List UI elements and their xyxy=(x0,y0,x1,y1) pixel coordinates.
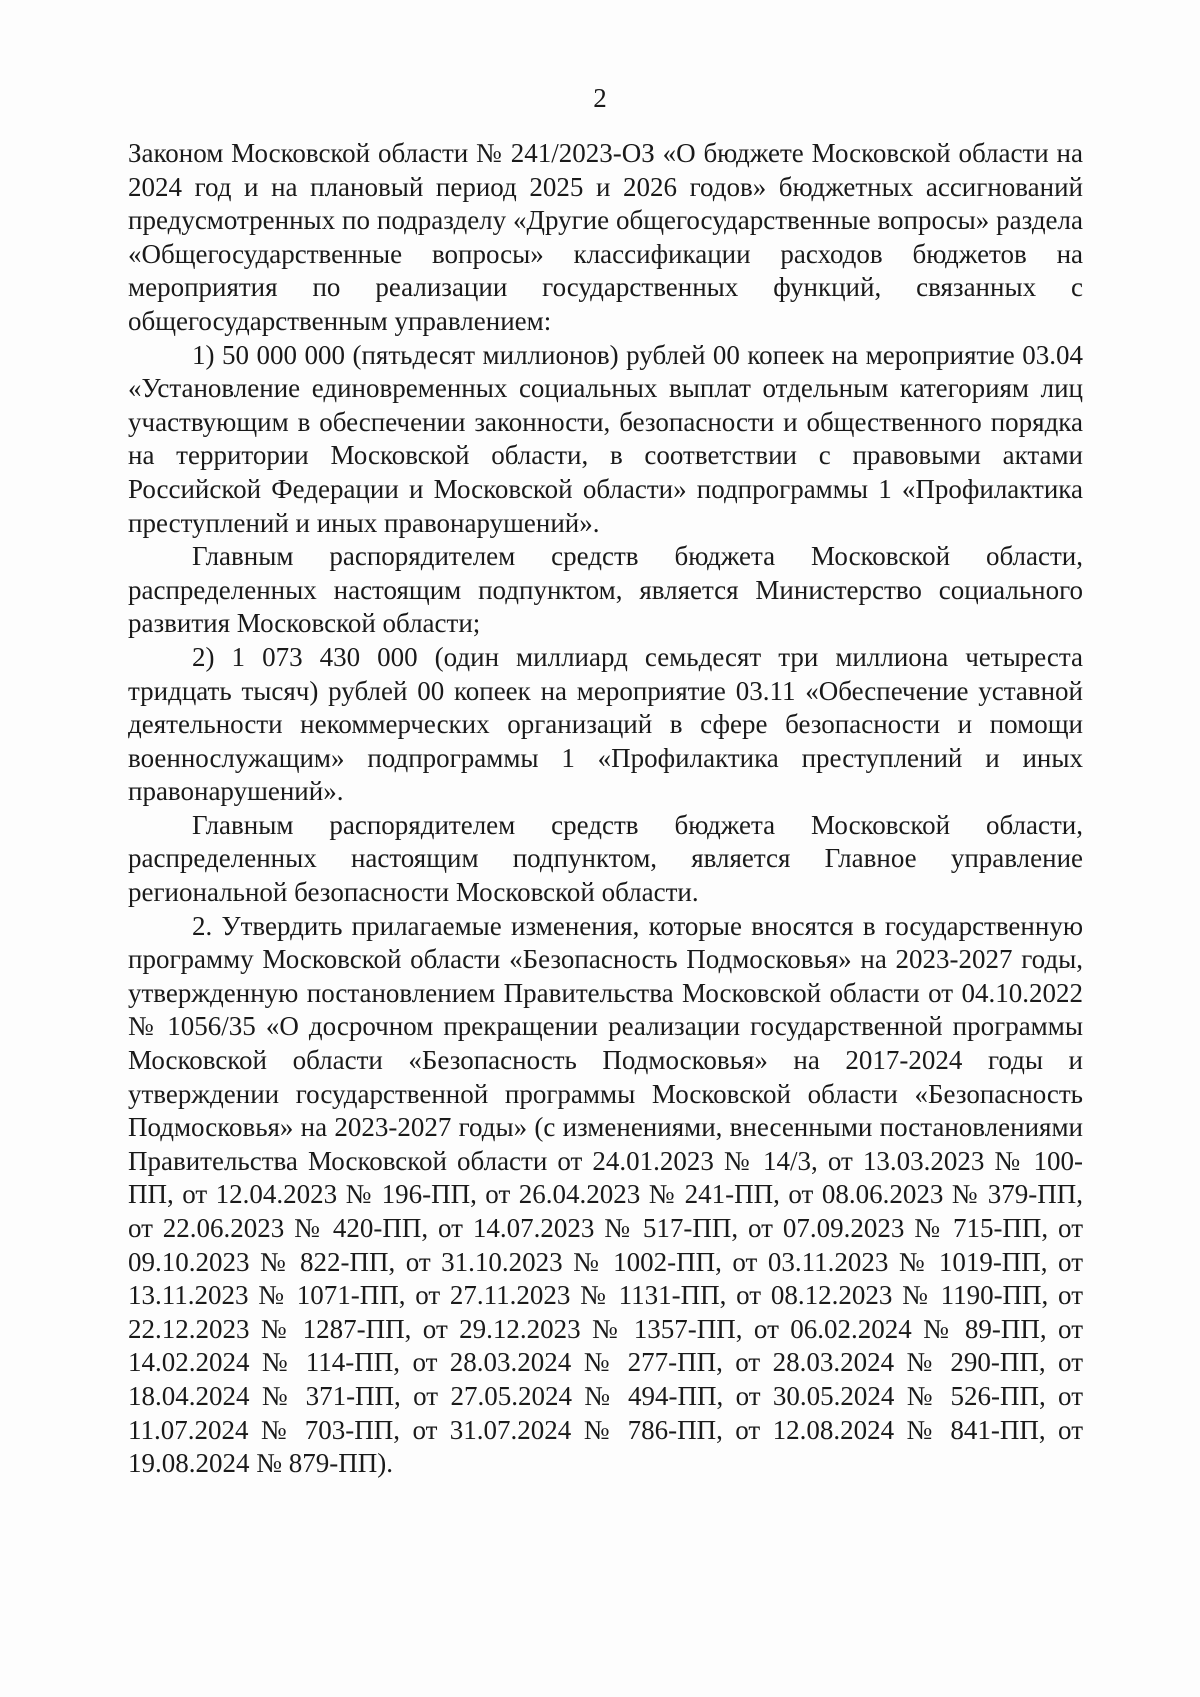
paragraph-intro: Законом Московской области № 241/2023-ОЗ «О бюджете Московской области на 2024 год и на плановый период 2025 и 2026 годов» бюджетных ассигнований предусмотренных по подразделу «Другие общегосударственные вопросы» раздела «Общегосударственные вопросы» классификации расходов бюджетов на мероприятия по реализации государственных функций, связанных с общегосударственным управлением: xyxy=(128,138,1083,336)
page-number: 2 xyxy=(593,83,607,113)
paragraph-item-1: 1) 50 000 000 (пятьдесят миллионов) рублей 00 копеек на мероприятие 03.04 «Установление единовременных социальных выплат отдельным категориям лиц участвующим в обеспечении законности, безопасности и общественного порядка на территории Московской области, в соответствии с правовыми актами Российской Федерации и Московской области» подпрограммы 1 «Профилактика преступлений и иных правонарушений». xyxy=(128,339,1083,538)
paragraph-item-1-manager: Главным распорядителем средств бюджета Московской области, распределенных настоящим подпунктом, является Министерство социального развития Московской области; xyxy=(128,541,1083,639)
document-body xyxy=(128,137,1083,1481)
paragraph-item-2-manager: Главным распорядителем средств бюджета Московской области, распределенных настоящим подпунктом, является Главное управление региональной безопасности Московской области. xyxy=(128,809,1083,908)
paragraph-point-2: 2. Утвердить прилагаемые изменения, которые вносятся в государственную программу Московской области «Безопасность Подмосковья» на 2023-2027 годы, утвержденную постановлением Правительства Московской области от 04.10.2022 № 1056/35 «О досрочном прекращении реализации государственной программы Московской области «Безопасность Подмосковья» на 2017-2024 годы и утверждении государственной программы Московской области «Безопасность Подмосковья» на 2023-2027 годы» (с изменениями, внесенными постановлениями Правительства Московской области от 24.01.2023 № 14/3, от 13.03.2023 № 100-ПП, от 12.04.2023 № 196-ПП, от 26.04.2023 № 241-ПП, от 08.06.2023 № 379-ПП, от 22.06.2023 № 420-ПП, от 14.07.2023 № 517-ПП, от 07.09.2023 № 715-ПП, от 09.10.2023 № 822-ПП, от 31.10.2023 № 1002-ПП, от 03.11.2023 № 1019-ПП, от 13.11.2023 № 1071-ПП, от 27.11.2023 № 1131-ПП, от 08.12.2023 № 1190-ПП, от 22.12.2023 № 1287-ПП, от 29.12.2023 № 1357-ПП, от 06.02.2024 № 89-ПП, от 14.02.2024 № 114-ПП, от 28.03.2024 № 277-ПП, от 28.03.2024 № 290-ПП, от 18.04.2024 № 371-ПП, от 27.05.2024 № 494-ПП, от 30.05.2024 № 526-ПП, от 11.07.2024 № 703-ПП, от 31.07.2024 № 786-ПП, от 12.08.2024 № 841-ПП, от 19.08.2024 № 879-ПП). xyxy=(128,910,1083,1479)
paragraph-item-2: 2) 1 073 430 000 (один миллиард семьдесят три миллиона четыреста тридцать тысяч) рублей 00 копеек на мероприятие 03.11 «Обеспечение уставной деятельности некоммерческих организаций в сфере безопасности и помощи военнослужащим» подпрограммы 1 «Профилактика преступлений и иных правонарушений». xyxy=(128,641,1083,807)
